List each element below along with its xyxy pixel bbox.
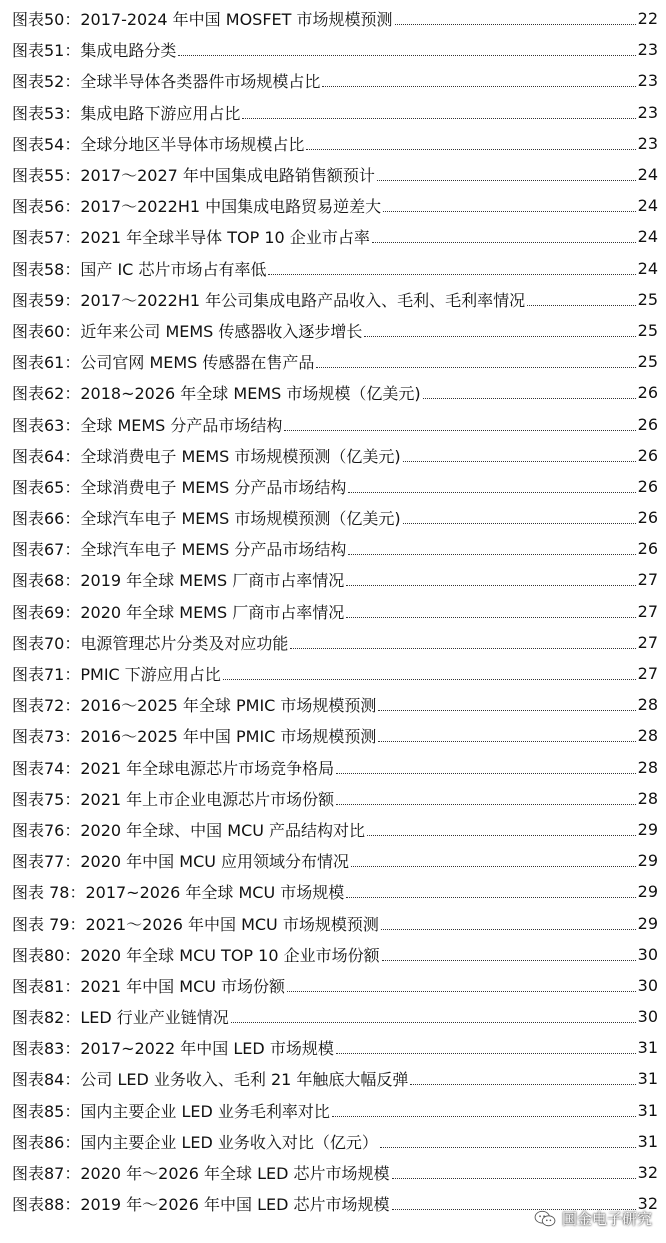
toc-entry-page: 31 — [637, 1038, 658, 1058]
toc-entry-page: 26 — [637, 445, 658, 465]
toc-entry-page: 28 — [637, 757, 658, 777]
toc-entry-page: 27 — [637, 632, 658, 652]
dot-leader — [378, 741, 635, 742]
toc-entry-page: 24 — [637, 258, 658, 278]
toc-entry-label: 图表83： — [12, 1039, 81, 1059]
dot-leader — [381, 929, 636, 930]
toc-entry-label: 图表87： — [12, 1164, 81, 1184]
toc-entry[interactable] — [12, 34, 658, 65]
toc-entry[interactable] — [12, 440, 658, 471]
toc-entry[interactable] — [12, 939, 658, 970]
dot-leader — [410, 1084, 635, 1085]
toc-entry-title: 2021 年全球半导体 TOP 10 企业市占率 — [80, 228, 370, 248]
dot-leader — [242, 118, 635, 119]
toc-entry-page: 31 — [637, 1131, 658, 1151]
toc-entry-label: 图表66： — [12, 509, 81, 529]
dot-leader — [306, 149, 635, 150]
toc-entry-label: 图表52： — [12, 72, 81, 92]
toc-entry-label: 图表61： — [12, 353, 81, 373]
toc-entry-page: 26 — [637, 383, 658, 403]
toc-entry[interactable] — [12, 502, 658, 533]
toc-entry-page: 27 — [637, 601, 658, 621]
dot-leader — [423, 398, 636, 399]
toc-entry-label: 图表58： — [12, 259, 81, 279]
toc-entry-title: 2020 年中国 MCU 应用领域分布情况 — [80, 852, 350, 872]
toc-entry[interactable] — [12, 814, 658, 845]
toc-entry-title: LED 行业产业链情况 — [80, 1008, 229, 1028]
toc-entry[interactable] — [12, 408, 658, 439]
toc-entry[interactable] — [12, 596, 658, 627]
toc-entry-label: 图表86： — [12, 1132, 81, 1152]
toc-entry-label: 图表62： — [12, 384, 81, 404]
toc-entry-title: 国内主要企业 LED 业务毛利率对比 — [80, 1101, 330, 1121]
toc-entry-page: 27 — [637, 570, 658, 590]
toc-entry[interactable] — [12, 3, 658, 34]
toc-entry-title: 全球分地区半导体市场规模占比 — [80, 134, 305, 154]
toc-entry-title: 全球消费电子 MEMS 分产品市场结构 — [80, 477, 347, 497]
toc-entry-title: 2021～2026 年中国 MCU 市场规模预测 — [85, 914, 379, 934]
toc-entry-label: 图表51： — [12, 41, 81, 61]
toc-entry-page: 26 — [637, 414, 658, 434]
toc-entry-label: 图表65： — [12, 477, 81, 497]
toc-entry-title: 公司 LED 业务收入、毛利 21 年触底大幅反弹 — [80, 1070, 409, 1090]
toc-entry-label: 图表50： — [12, 10, 81, 30]
toc-entry-page: 22 — [637, 9, 658, 29]
toc-entry-label: 图表81： — [12, 976, 81, 996]
toc-entry-label: 图表54： — [12, 134, 81, 154]
toc-entry[interactable] — [12, 1157, 658, 1188]
toc-entry-title: 国内主要企业 LED 业务收入对比（亿元） — [80, 1132, 378, 1152]
toc-entry[interactable] — [12, 1032, 658, 1063]
toc-entry-page: 25 — [637, 352, 658, 372]
toc-entry-label: 图表 78： — [12, 883, 86, 903]
dot-leader — [336, 773, 635, 774]
toc-entry-page: 31 — [637, 1100, 658, 1120]
toc-entry-page: 24 — [637, 196, 658, 216]
dot-leader — [348, 554, 635, 555]
toc-entry[interactable] — [12, 970, 658, 1001]
toc-entry-label: 图表68： — [12, 571, 81, 591]
toc-entry[interactable] — [12, 65, 658, 96]
toc-entry-page: 27 — [637, 664, 658, 684]
toc-entry-title: 集成电路下游应用占比 — [80, 103, 241, 123]
toc-entry-label: 图表73： — [12, 727, 81, 747]
toc-entry[interactable] — [12, 221, 658, 252]
toc-entry-label: 图表64： — [12, 446, 81, 466]
toc-entry[interactable] — [12, 190, 658, 221]
dot-leader — [336, 804, 635, 805]
dot-leader — [351, 866, 636, 867]
toc-entry-page: 26 — [637, 476, 658, 496]
toc-entry-label: 图表56： — [12, 197, 81, 217]
toc-entry-title: 2021 年上市企业电源芯片市场份额 — [80, 789, 335, 809]
dot-leader — [372, 242, 636, 243]
toc-entry-title: 全球半导体各类器件市场规模占比 — [80, 72, 321, 92]
dot-leader — [223, 679, 636, 680]
toc-entry-page: 23 — [637, 102, 658, 122]
dot-leader — [287, 991, 636, 992]
toc-entry-title: 2020 年～2026 年全球 LED 芯片市场规模 — [80, 1164, 390, 1184]
dot-leader — [403, 461, 636, 462]
toc-entry-title: 2020 年全球、中国 MCU 产品结构对比 — [80, 820, 366, 840]
toc-entry-label: 图表59： — [12, 290, 81, 310]
toc-entry[interactable] — [12, 689, 658, 720]
toc-entry-label: 图表57： — [12, 228, 81, 248]
toc-entry-title: 2017～2022H1 中国集成电路贸易逆差大 — [80, 197, 382, 217]
toc-entry-label: 图表69： — [12, 602, 81, 622]
dot-leader — [178, 55, 635, 56]
toc-entry[interactable] — [12, 346, 658, 377]
dot-leader — [403, 523, 636, 524]
toc-entry-title: 全球汽车电子 MEMS 市场规模预测（亿美元) — [80, 509, 401, 529]
dot-leader — [383, 211, 636, 212]
toc-entry-label: 图表82： — [12, 1008, 81, 1028]
toc-entry-title: 电源管理芯片分类及对应功能 — [80, 633, 289, 653]
toc-entry-label: 图表80： — [12, 945, 81, 965]
toc-entry-title: PMIC 下游应用占比 — [80, 665, 221, 685]
toc-entry-page: 24 — [637, 227, 658, 247]
toc-entry-page: 23 — [637, 40, 658, 60]
toc-entry-page: 28 — [637, 788, 658, 808]
toc-entry-title: 2019 年全球 MEMS 厂商市占率情况 — [80, 571, 345, 591]
toc-entry-page: 30 — [637, 1007, 658, 1027]
toc-entry-title: 公司官网 MEMS 传感器在售产品 — [80, 353, 315, 373]
toc-entry[interactable] — [12, 783, 658, 814]
toc-entry-title: 全球 MEMS 分产品市场结构 — [80, 415, 283, 435]
toc-entry-page: 32 — [637, 1194, 658, 1214]
toc-entry-label: 图表63： — [12, 415, 81, 435]
toc-entry[interactable] — [12, 876, 658, 907]
toc-entry-label: 图表75： — [12, 789, 81, 809]
dot-leader — [322, 86, 635, 87]
dot-leader — [377, 180, 636, 181]
toc-entry-page: 29 — [637, 819, 658, 839]
toc-entry[interactable] — [12, 1126, 658, 1157]
toc-entry[interactable] — [12, 1001, 658, 1032]
toc-entry-page: 28 — [637, 726, 658, 746]
toc-entry[interactable] — [12, 627, 658, 658]
toc-entry-label: 图表 79： — [12, 914, 86, 934]
dot-leader — [348, 492, 635, 493]
toc-entry-page: 23 — [637, 71, 658, 91]
dot-leader — [336, 1053, 636, 1054]
toc-entry[interactable] — [12, 845, 658, 876]
toc-entry[interactable] — [12, 471, 658, 502]
table-of-figures — [12, 3, 658, 1219]
toc-entry-title: 2017-2024 年中国 MOSFET 市场规模预测 — [80, 10, 393, 30]
toc-entry-title: 2016～2025 年全球 PMIC 市场规模预测 — [80, 696, 377, 716]
toc-entry-page: 23 — [637, 133, 658, 153]
toc-entry-title: 2020 年全球 MEMS 厂商市占率情况 — [80, 602, 345, 622]
toc-entry-page: 29 — [637, 851, 658, 871]
toc-entry[interactable] — [12, 284, 658, 315]
toc-entry-page: 28 — [637, 695, 658, 715]
dot-leader — [346, 897, 635, 898]
toc-entry-page: 24 — [637, 165, 658, 185]
toc-entry[interactable] — [12, 159, 658, 190]
toc-entry-title: 国产 IC 芯片市场占有率低 — [80, 259, 267, 279]
toc-entry[interactable] — [12, 720, 658, 751]
toc-entry-label: 图表84： — [12, 1070, 81, 1090]
toc-entry[interactable] — [12, 752, 658, 783]
toc-entry-label: 图表76： — [12, 820, 81, 840]
dot-leader — [392, 1178, 636, 1179]
toc-entry-title: 2019 年～2026 年中国 LED 芯片市场规模 — [80, 1195, 390, 1215]
dot-leader — [346, 617, 635, 618]
toc-entry-label: 图表60： — [12, 321, 81, 341]
toc-entry-page: 26 — [637, 508, 658, 528]
dot-leader — [332, 1116, 636, 1117]
dot-leader — [382, 960, 636, 961]
toc-entry-label: 图表55： — [12, 166, 81, 186]
watermark-text: 国金电子研究 — [561, 1210, 652, 1228]
dot-leader — [364, 336, 635, 337]
toc-entry-label: 图表70： — [12, 633, 81, 653]
dot-leader — [284, 430, 635, 431]
toc-entry[interactable] — [12, 533, 658, 564]
toc-entry[interactable] — [12, 97, 658, 128]
toc-entry[interactable] — [12, 253, 658, 284]
dot-leader — [380, 1147, 636, 1148]
dot-leader — [378, 710, 635, 711]
toc-entry-title: 2017～2027 年中国集成电路销售额预计 — [80, 166, 375, 186]
toc-entry[interactable] — [12, 315, 658, 346]
toc-entry[interactable] — [12, 1063, 658, 1094]
dot-leader — [367, 835, 636, 836]
dot-leader — [268, 274, 635, 275]
toc-entry[interactable] — [12, 658, 658, 689]
toc-entry-title: 2020 年全球 MCU TOP 10 企业市场份额 — [80, 945, 380, 965]
toc-entry-title: 2021 年中国 MCU 市场份额 — [80, 976, 286, 996]
toc-entry[interactable] — [12, 1095, 658, 1126]
toc-entry[interactable] — [12, 907, 658, 938]
watermark — [534, 1208, 652, 1229]
dot-leader — [290, 648, 635, 649]
toc-entry-title: 2021 年全球电源芯片市场竞争格局 — [80, 758, 335, 778]
toc-entry-page: 25 — [637, 320, 658, 340]
toc-entry-label: 图表77： — [12, 852, 81, 872]
dot-leader — [395, 24, 636, 25]
dot-leader — [231, 1022, 636, 1023]
toc-entry[interactable] — [12, 128, 658, 159]
toc-entry-label: 图表71： — [12, 665, 81, 685]
toc-entry[interactable] — [12, 564, 658, 595]
toc-entry-page: 30 — [637, 944, 658, 964]
wechat-icon — [534, 1210, 556, 1228]
toc-entry-label: 图表53： — [12, 103, 81, 123]
toc-entry-label: 图表72： — [12, 696, 81, 716]
toc-entry-label: 图表67： — [12, 540, 81, 560]
toc-entry-page: 31 — [637, 1069, 658, 1089]
toc-entry-title: 2018~2026 年全球 MEMS 市场规模（亿美元) — [80, 384, 421, 404]
dot-leader — [346, 585, 635, 586]
toc-entry-title: 2017~2022 年中国 LED 市场规模 — [80, 1039, 334, 1059]
toc-entry-title: 全球汽车电子 MEMS 分产品市场结构 — [80, 540, 347, 560]
toc-entry-title: 集成电路分类 — [80, 41, 177, 61]
toc-entry-page: 30 — [637, 975, 658, 995]
dot-leader — [316, 367, 635, 368]
toc-entry-label: 图表88： — [12, 1195, 81, 1215]
toc-entry-page: 25 — [637, 289, 658, 309]
toc-entry-label: 图表85： — [12, 1101, 81, 1121]
toc-entry-title: 全球消费电子 MEMS 市场规模预测（亿美元) — [80, 446, 401, 466]
toc-entry[interactable] — [12, 377, 658, 408]
toc-entry-title: 2017~2026 年全球 MCU 市场规模 — [85, 883, 345, 903]
toc-entry-label: 图表74： — [12, 758, 81, 778]
toc-entry-title: 近年来公司 MEMS 传感器收入逐步增长 — [80, 321, 363, 341]
toc-entry-page: 29 — [637, 913, 658, 933]
toc-entry-page: 26 — [637, 539, 658, 559]
toc-entry-page: 29 — [637, 882, 658, 902]
toc-entry-page: 32 — [637, 1163, 658, 1183]
dot-leader — [527, 305, 636, 306]
toc-entry-title: 2017～2022H1 年公司集成电路产品收入、毛利、毛利率情况 — [80, 290, 526, 310]
toc-entry-title: 2016～2025 年中国 PMIC 市场规模预测 — [80, 727, 377, 747]
